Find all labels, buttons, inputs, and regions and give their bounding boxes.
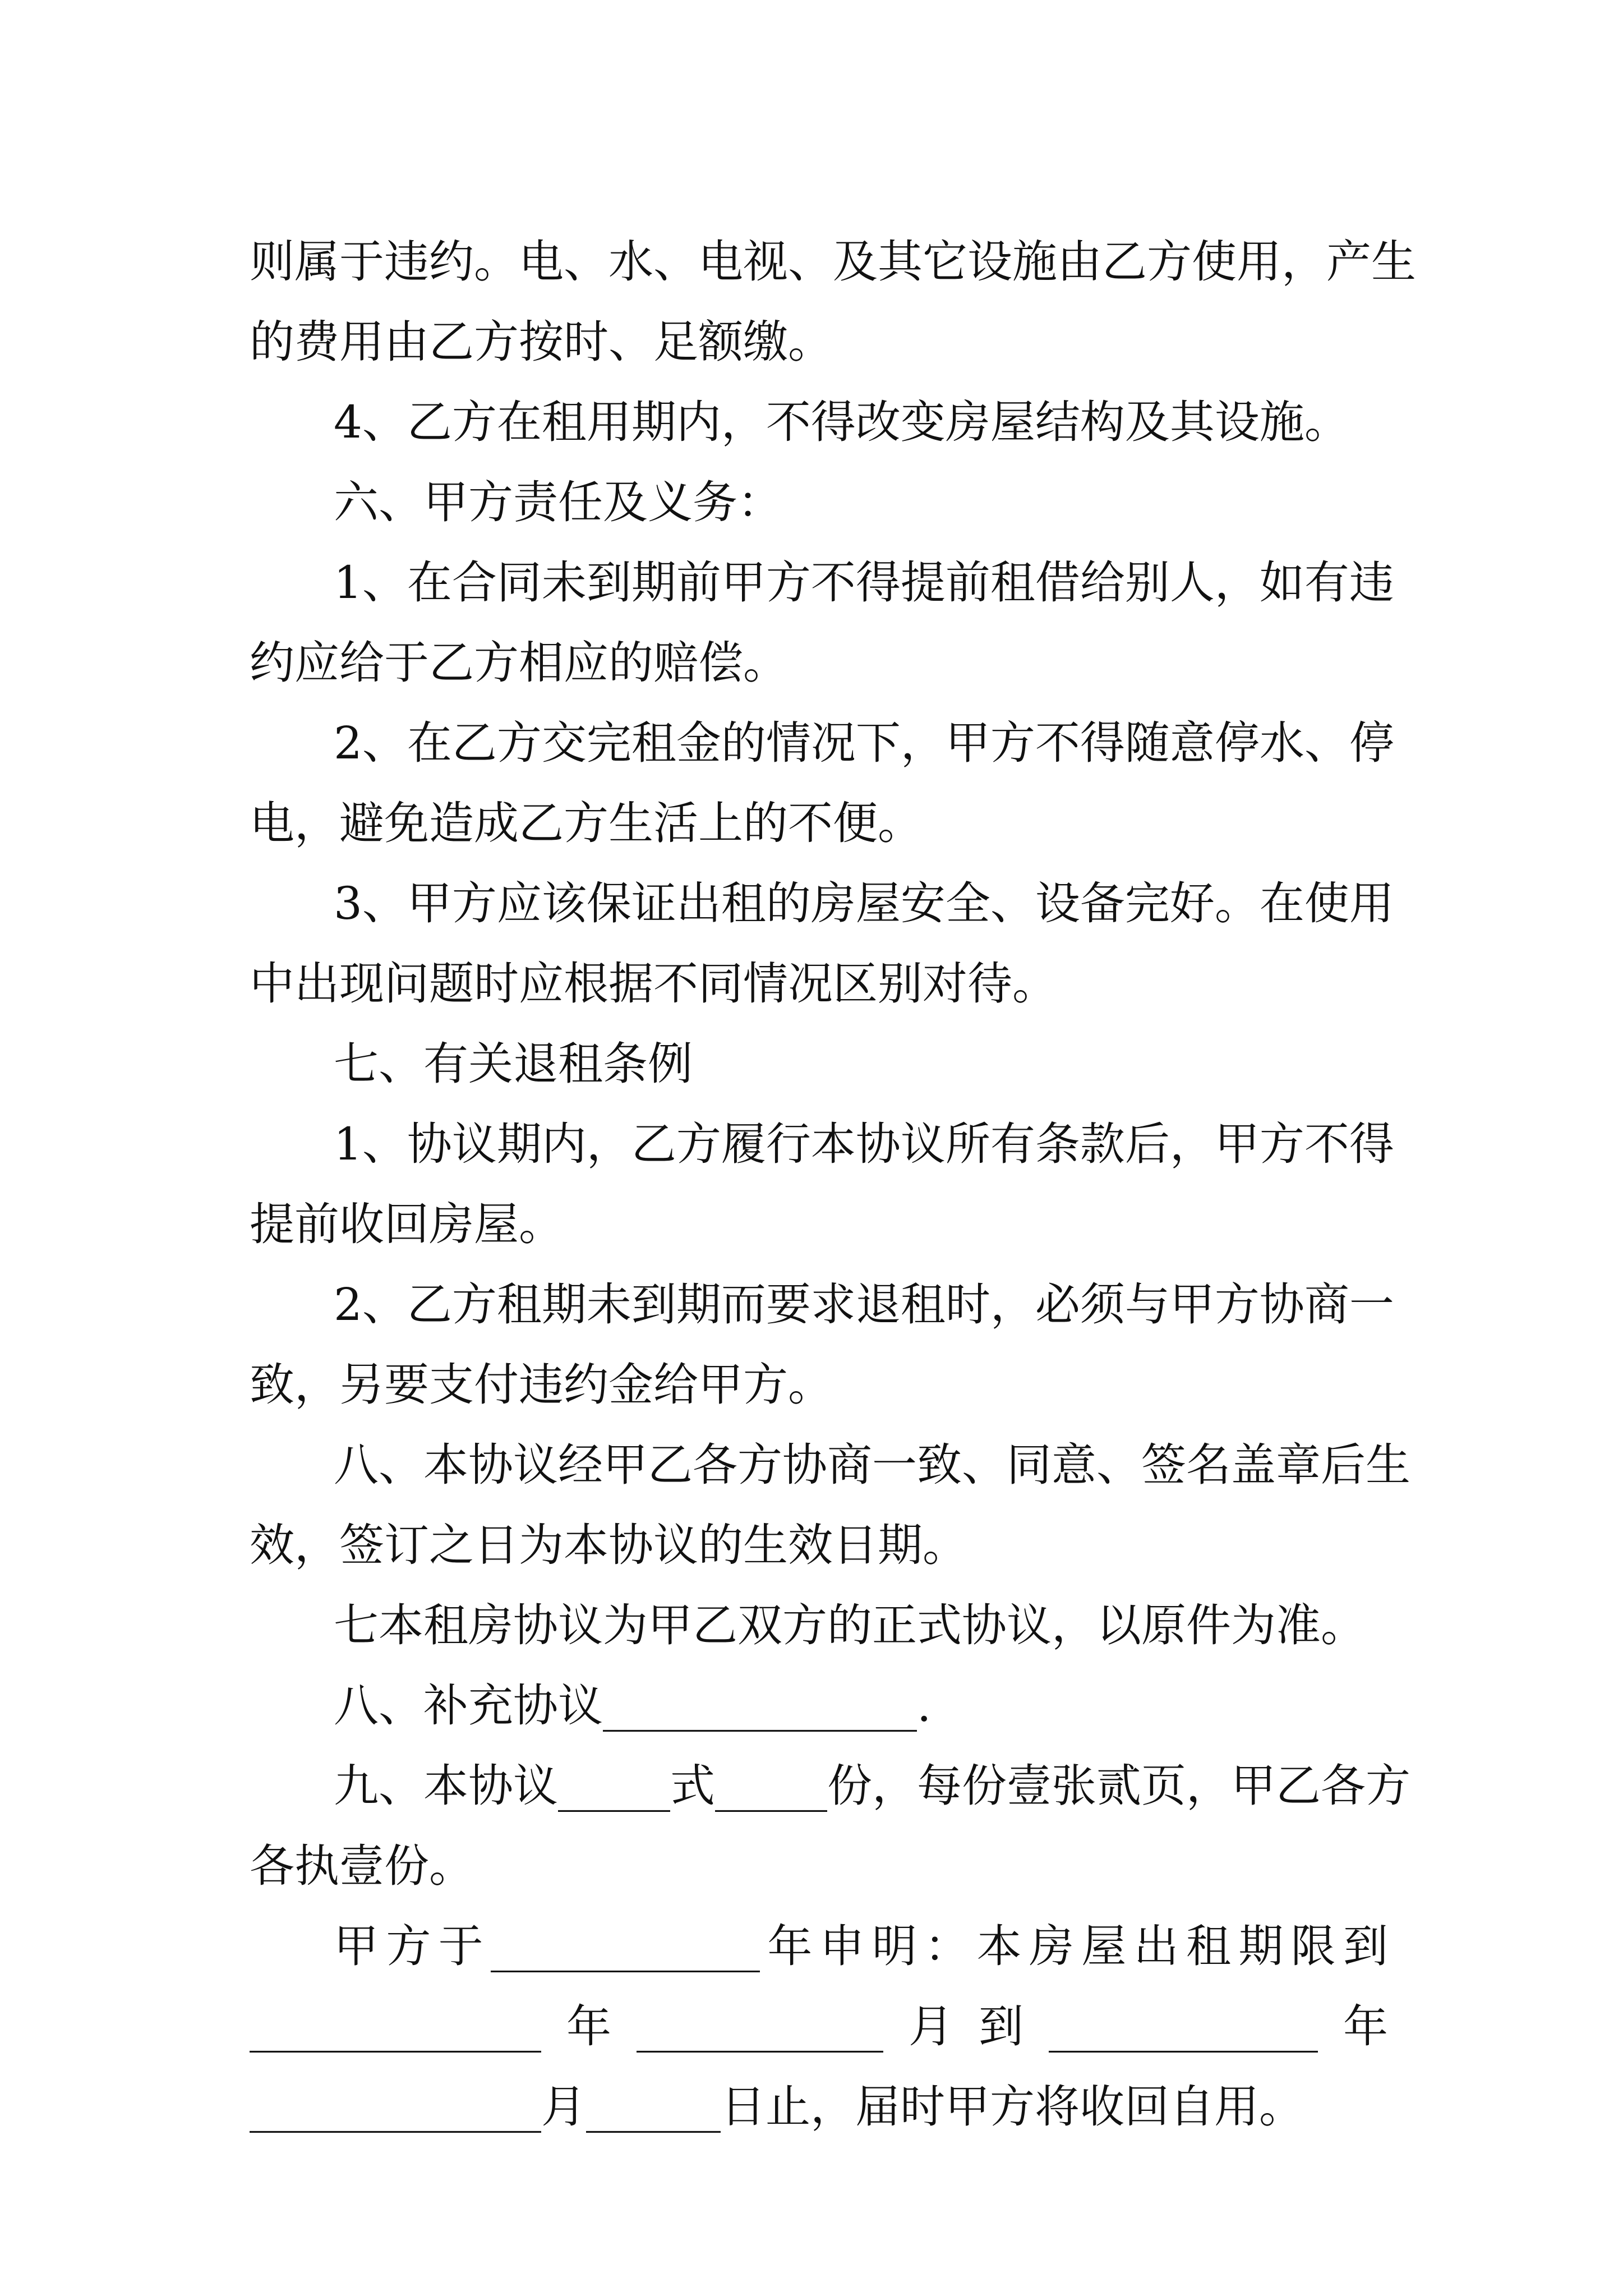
text-line-1: 则属于违约。电、水、电视、及其它设施由乙方使用，产生 — [250, 236, 1416, 288]
text-line-7: 2、在乙方交完租金的情况下，甲方不得随意停水、停 — [334, 717, 1394, 769]
section-heading-7: 七、有关退租条例 — [334, 1038, 693, 1090]
text-line-5: 1、在合同未到期前甲方不得提前租借给别人，如有违 — [334, 556, 1394, 609]
declaration-line-1: 甲方于____________年申明：本房屋出租期限到 — [334, 1920, 1388, 1972]
section-heading-8: 八、本协议经甲乙各方协商一致、同意、签名盖章后生 — [334, 1439, 1410, 1491]
text-line-10: 中出现问题时应根据不同情况区别对待。 — [250, 958, 1057, 1010]
text-line-18: 七本租房协议为甲乙双方的正式协议，以原件为准。 — [334, 1599, 1366, 1651]
text-line-15: 致，另要支付违约金给甲方。 — [250, 1359, 833, 1411]
text-line-17: 效，签订之日为本协议的生效日期。 — [250, 1519, 967, 1571]
document-body — [250, 222, 1416, 2147]
text-line-6: 约应给于乙方相应的赔偿。 — [250, 637, 788, 689]
text-line-8: 电，避免造成乙方生活上的不便。 — [250, 797, 923, 849]
supplement-line: 八、补充协议______________. — [334, 1680, 932, 1732]
text-line-2: 的费用由乙方按时、足额缴。 — [250, 316, 833, 368]
declaration-line-3: _____________月______日止，届时甲方将收回自用。 — [250, 2081, 1304, 2133]
declaration-line-2: _____________年___________月到____________年 — [250, 2000, 1388, 2053]
text-line-14: 2、乙方租期未到期而要求退租时，必须与甲方协商一 — [334, 1278, 1394, 1331]
section-heading-6: 六、甲方责任及义务： — [334, 476, 782, 528]
text-line-12: 1、协议期内，乙方履行本协议所有条款后，甲方不得 — [334, 1118, 1394, 1170]
text-line-21: 各执壹份。 — [250, 1840, 474, 1892]
text-line-9: 3、甲方应该保证出租的房屋安全、设备完好。在使用 — [334, 877, 1394, 930]
text-line-13: 提前收回房屋。 — [250, 1198, 564, 1250]
copies-line: 九、本协议_____式_____份，每份壹张贰页，甲乙各方 — [334, 1760, 1410, 1812]
text-line-3: 4、乙方在租用期内，不得改变房屋结构及其设施。 — [334, 396, 1349, 448]
